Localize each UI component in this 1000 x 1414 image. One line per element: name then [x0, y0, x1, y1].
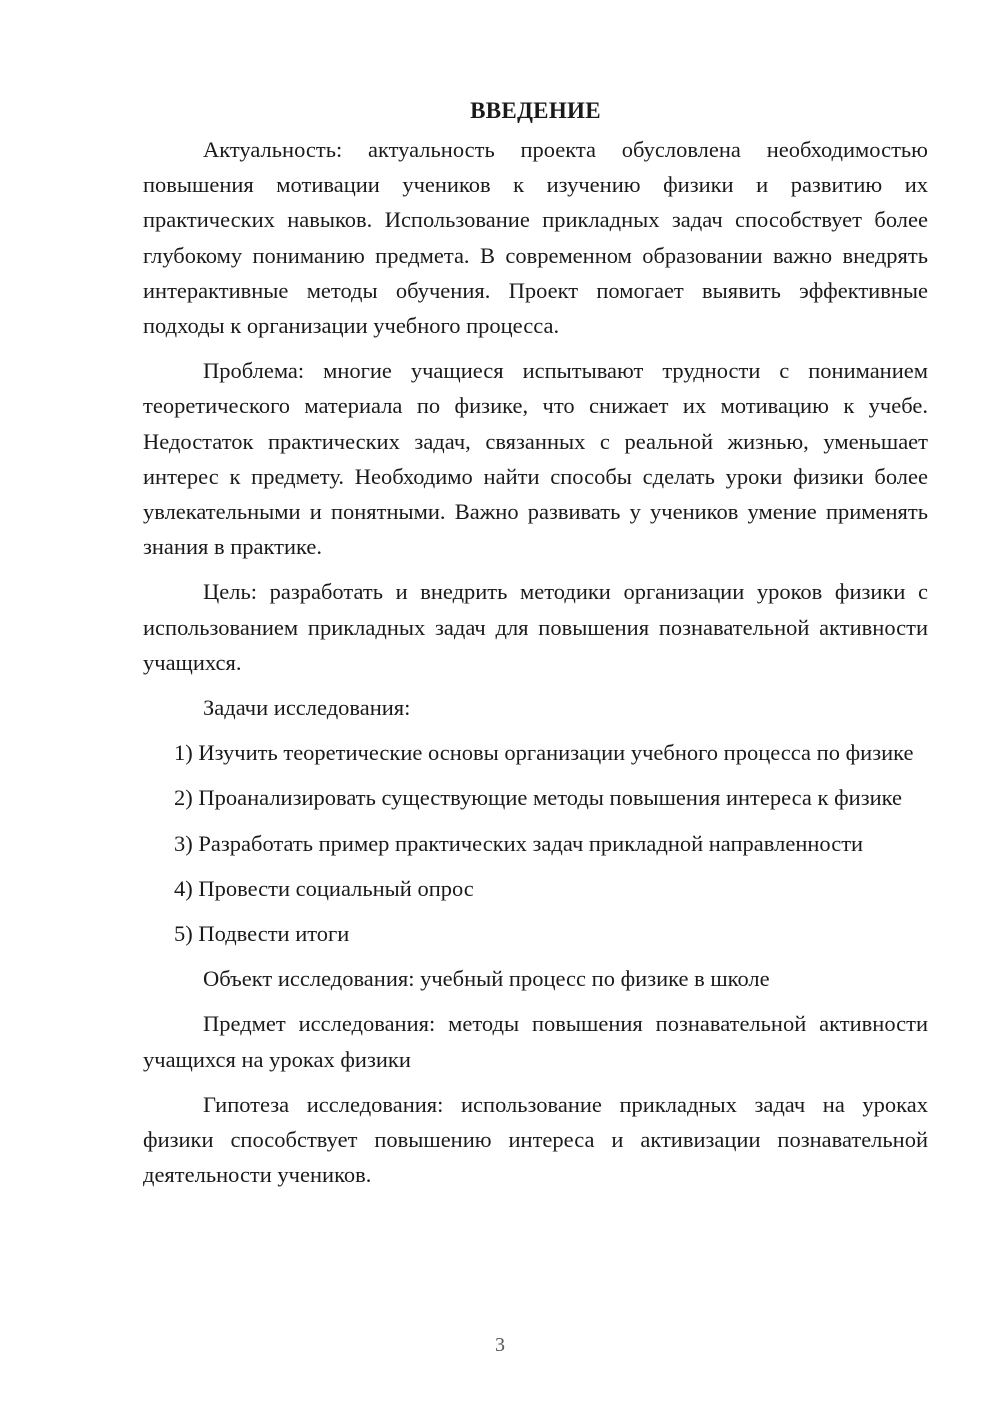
section-title: ВВЕДЕНИЕ — [470, 98, 601, 123]
goal-paragraph: Цель: разработать и внедрить методики организации уроков физики с использованием прикладных задач для повышения познавательной активности учащихся. — [143, 579, 928, 675]
task-item-3: 3) Разработать пример практических задач прикладной направленности — [174, 830, 864, 856]
document-page — [143, 96, 928, 1202]
problem-paragraph: Проблема: многие учащиеся испытывают трудности с пониманием теоретического материала по физике, что снижает их мотивацию к учебе. Недостаток практических задач, связанных с реальной жизнью, уменьшает интерес к предмету. Необходимо найти способы сделать уроки физики более увлекательными и понятными. Важно развивать у учеников умение применять знания в практике. — [143, 358, 928, 560]
tasks-heading: Задачи исследования: — [203, 695, 411, 721]
relevance-paragraph: Актуальность: актуальность проекта обусловлена необходимостью повышения мотивации учеников к изучению физики и развитию их практических навыков. Использование прикладных задач способствует более глубокому пониманию предмета. В современном образовании важно внедрять интерактивные методы обучения. Проект помогает выявить эффективные подходы к организации учебного процесса. — [143, 137, 928, 339]
subject-paragraph: Предмет исследования: методы повышения познавательной активности учащихся на уроках физики — [143, 1011, 928, 1072]
task-item-2: 2) Проанализировать существующие методы повышения интереса к физике — [174, 785, 902, 811]
object-paragraph: Объект исследования: учебный процесс по физике в школе — [203, 966, 770, 992]
task-item-4: 4) Провести социальный опрос — [174, 875, 474, 901]
hypothesis-paragraph: Гипотеза исследования: использование прикладных задач на уроках физики способствует повышению интереса и активизации познавательной деятельности учеников. — [143, 1091, 928, 1188]
page-number: 3 — [495, 1334, 505, 1356]
task-item-1: 1) Изучить теоретические основы организации учебного процесса по физике — [174, 740, 914, 766]
task-item-5: 5) Подвести итоги — [174, 921, 350, 947]
